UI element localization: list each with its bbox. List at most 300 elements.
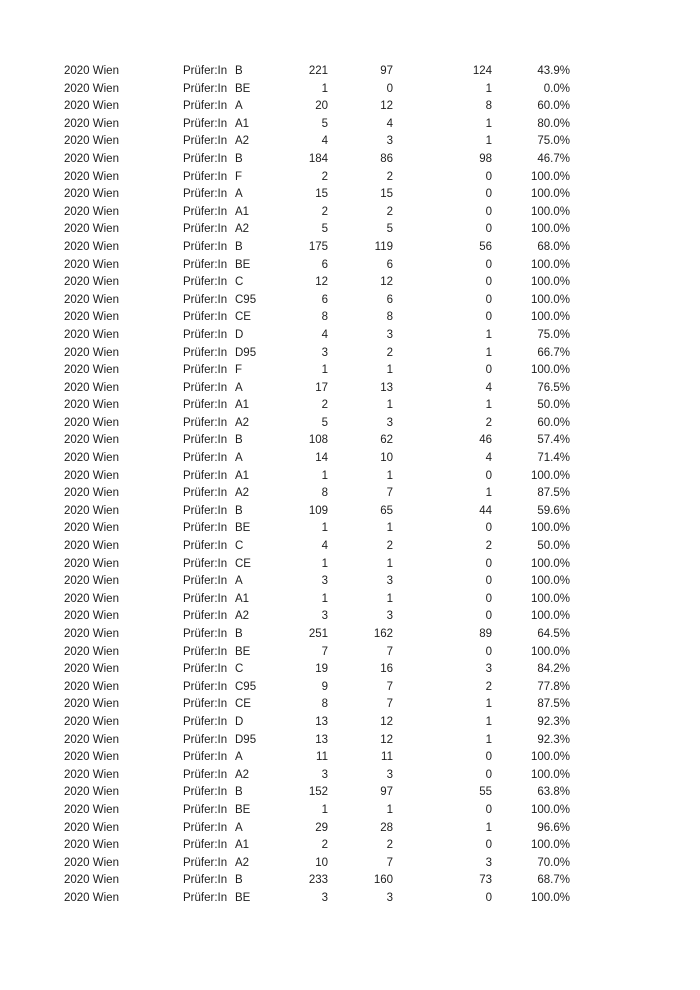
table-row bbox=[0, 274, 700, 292]
cell-failed: 2 bbox=[485, 416, 492, 429]
cell-total: 15 bbox=[315, 188, 328, 201]
cell-year-city: 2020 Wien bbox=[64, 240, 119, 253]
cell-passed: 2 bbox=[386, 170, 393, 183]
cell-passed: 11 bbox=[381, 751, 393, 764]
cell-failed: 1 bbox=[485, 698, 492, 711]
cell-year-city: 2020 Wien bbox=[64, 487, 119, 500]
cell-license-class: A1 bbox=[235, 839, 250, 852]
cell-failed: 1 bbox=[485, 82, 492, 95]
table-row bbox=[0, 837, 700, 855]
cell-year-city: 2020 Wien bbox=[64, 65, 119, 77]
cell-failed: 0 bbox=[485, 276, 492, 289]
cell-year-city: 2020 Wien bbox=[64, 170, 119, 183]
cell-examiner: Prüfer:In bbox=[183, 628, 228, 640]
cell-pass-rate: 68.0% bbox=[537, 240, 570, 253]
cell-license-class: BE bbox=[235, 803, 251, 816]
cell-license-class: B bbox=[235, 628, 243, 640]
table-row bbox=[0, 802, 700, 820]
table-row bbox=[0, 98, 700, 116]
cell-pass-rate: 100.0% bbox=[530, 170, 570, 183]
cell-total: 14 bbox=[315, 452, 328, 465]
cell-passed: 7 bbox=[386, 487, 393, 500]
table-row bbox=[0, 679, 700, 697]
table-row bbox=[0, 872, 700, 890]
cell-passed: 62 bbox=[380, 434, 393, 447]
cell-pass-rate: 100.0% bbox=[530, 839, 570, 852]
cell-examiner: Prüfer:In bbox=[183, 839, 228, 852]
cell-license-class: A bbox=[235, 575, 243, 588]
cell-failed: 0 bbox=[485, 557, 492, 570]
cell-examiner: Prüfer:In bbox=[183, 856, 228, 869]
cell-examiner: Prüfer:In bbox=[183, 821, 228, 834]
cell-license-class: C bbox=[235, 540, 244, 553]
table-row bbox=[0, 380, 700, 398]
table-row bbox=[0, 732, 700, 750]
cell-year-city: 2020 Wien bbox=[64, 399, 119, 412]
cell-total: 233 bbox=[308, 874, 328, 887]
cell-year-city: 2020 Wien bbox=[64, 416, 119, 429]
cell-total: 3 bbox=[321, 768, 328, 781]
cell-license-class: A bbox=[235, 751, 243, 764]
table-row bbox=[0, 221, 700, 239]
table-row bbox=[0, 556, 700, 574]
cell-year-city: 2020 Wien bbox=[64, 786, 119, 799]
cell-passed: 2 bbox=[386, 205, 393, 218]
cell-failed: 56 bbox=[479, 240, 492, 253]
cell-license-class: B bbox=[235, 152, 243, 165]
cell-pass-rate: 59.6% bbox=[537, 504, 570, 517]
cell-examiner: Prüfer:In bbox=[183, 715, 228, 728]
table-row bbox=[0, 468, 700, 486]
cell-failed: 0 bbox=[485, 522, 492, 535]
cell-examiner: Prüfer:In bbox=[183, 311, 228, 324]
cell-total: 4 bbox=[321, 135, 328, 148]
cell-pass-rate: 68.7% bbox=[537, 874, 570, 887]
cell-pass-rate: 77.8% bbox=[537, 680, 570, 693]
cell-year-city: 2020 Wien bbox=[64, 188, 119, 201]
cell-examiner: Prüfer:In bbox=[183, 100, 228, 113]
table-row bbox=[0, 890, 700, 908]
cell-total: 5 bbox=[321, 223, 328, 236]
cell-examiner: Prüfer:In bbox=[183, 381, 228, 394]
cell-total: 2 bbox=[321, 170, 328, 183]
cell-year-city: 2020 Wien bbox=[64, 205, 119, 218]
cell-passed: 3 bbox=[386, 575, 393, 588]
cell-total: 2 bbox=[321, 205, 328, 218]
cell-pass-rate: 100.0% bbox=[530, 751, 570, 764]
cell-passed: 86 bbox=[380, 152, 393, 165]
cell-total: 3 bbox=[321, 575, 328, 588]
cell-passed: 13 bbox=[380, 381, 393, 394]
cell-examiner: Prüfer:In bbox=[183, 65, 228, 77]
cell-year-city: 2020 Wien bbox=[64, 575, 119, 588]
cell-year-city: 2020 Wien bbox=[64, 452, 119, 465]
cell-failed: 0 bbox=[485, 223, 492, 236]
cell-passed: 7 bbox=[386, 680, 393, 693]
table-row bbox=[0, 644, 700, 662]
table-row bbox=[0, 169, 700, 187]
cell-year-city: 2020 Wien bbox=[64, 504, 119, 517]
cell-year-city: 2020 Wien bbox=[64, 610, 119, 623]
cell-passed: 15 bbox=[380, 188, 393, 201]
cell-pass-rate: 100.0% bbox=[530, 891, 570, 904]
table-row bbox=[0, 714, 700, 732]
cell-passed: 7 bbox=[386, 856, 393, 869]
cell-examiner: Prüfer:In bbox=[183, 170, 228, 183]
cell-passed: 8 bbox=[386, 311, 393, 324]
cell-passed: 97 bbox=[380, 65, 393, 77]
cell-total: 1 bbox=[321, 469, 328, 482]
cell-total: 11 bbox=[316, 751, 328, 764]
cell-examiner: Prüfer:In bbox=[183, 135, 228, 148]
cell-passed: 12 bbox=[380, 100, 393, 113]
cell-examiner: Prüfer:In bbox=[183, 504, 228, 517]
cell-examiner: Prüfer:In bbox=[183, 487, 228, 500]
cell-passed: 12 bbox=[380, 715, 393, 728]
cell-failed: 1 bbox=[485, 821, 492, 834]
cell-total: 3 bbox=[321, 891, 328, 904]
cell-failed: 55 bbox=[479, 786, 492, 799]
cell-pass-rate: 100.0% bbox=[530, 610, 570, 623]
cell-failed: 0 bbox=[485, 645, 492, 658]
cell-examiner: Prüfer:In bbox=[183, 592, 228, 605]
cell-year-city: 2020 Wien bbox=[64, 891, 119, 904]
cell-pass-rate: 100.0% bbox=[530, 803, 570, 816]
cell-failed: 73 bbox=[479, 874, 492, 887]
cell-passed: 2 bbox=[386, 346, 393, 359]
cell-pass-rate: 100.0% bbox=[530, 223, 570, 236]
cell-total: 17 bbox=[315, 381, 328, 394]
cell-failed: 0 bbox=[485, 575, 492, 588]
cell-failed: 0 bbox=[485, 839, 492, 852]
cell-total: 12 bbox=[315, 276, 328, 289]
cell-pass-rate: 84.2% bbox=[537, 663, 570, 676]
cell-pass-rate: 100.0% bbox=[530, 364, 570, 377]
cell-failed: 1 bbox=[485, 399, 492, 412]
cell-license-class: B bbox=[235, 874, 243, 887]
cell-failed: 0 bbox=[485, 891, 492, 904]
cell-year-city: 2020 Wien bbox=[64, 522, 119, 535]
cell-failed: 0 bbox=[485, 610, 492, 623]
cell-year-city: 2020 Wien bbox=[64, 803, 119, 816]
cell-year-city: 2020 Wien bbox=[64, 856, 119, 869]
table-row bbox=[0, 820, 700, 838]
cell-license-class: D bbox=[235, 715, 244, 728]
cell-passed: 5 bbox=[386, 223, 393, 236]
cell-examiner: Prüfer:In bbox=[183, 874, 228, 887]
cell-passed: 1 bbox=[386, 592, 393, 605]
cell-failed: 1 bbox=[485, 117, 492, 130]
cell-total: 1 bbox=[321, 82, 328, 95]
cell-passed: 65 bbox=[380, 504, 393, 517]
cell-license-class: B bbox=[235, 434, 243, 447]
cell-pass-rate: 75.0% bbox=[537, 135, 570, 148]
cell-year-city: 2020 Wien bbox=[64, 434, 119, 447]
cell-examiner: Prüfer:In bbox=[183, 364, 228, 377]
cell-examiner: Prüfer:In bbox=[183, 152, 228, 165]
cell-year-city: 2020 Wien bbox=[64, 100, 119, 113]
cell-pass-rate: 92.3% bbox=[537, 733, 570, 746]
cell-failed: 0 bbox=[485, 205, 492, 218]
cell-license-class: A2 bbox=[235, 223, 250, 236]
cell-failed: 1 bbox=[485, 715, 492, 728]
cell-passed: 119 bbox=[374, 240, 393, 253]
cell-license-class: A bbox=[235, 188, 243, 201]
cell-failed: 46 bbox=[479, 434, 492, 447]
cell-failed: 0 bbox=[485, 311, 492, 324]
cell-license-class: BE bbox=[235, 82, 251, 95]
cell-total: 9 bbox=[321, 680, 328, 693]
cell-year-city: 2020 Wien bbox=[64, 874, 119, 887]
cell-total: 108 bbox=[308, 434, 328, 447]
cell-license-class: B bbox=[235, 786, 243, 799]
cell-failed: 4 bbox=[485, 381, 492, 394]
cell-year-city: 2020 Wien bbox=[64, 645, 119, 658]
cell-pass-rate: 100.0% bbox=[530, 276, 570, 289]
table-row bbox=[0, 397, 700, 415]
table-row bbox=[0, 855, 700, 873]
cell-license-class: A2 bbox=[235, 856, 250, 869]
cell-license-class: A1 bbox=[235, 592, 250, 605]
table-row bbox=[0, 591, 700, 609]
cell-license-class: C95 bbox=[235, 293, 257, 306]
cell-passed: 7 bbox=[386, 645, 393, 658]
cell-pass-rate: 57.4% bbox=[537, 434, 570, 447]
cell-total: 175 bbox=[308, 240, 328, 253]
cell-year-city: 2020 Wien bbox=[64, 839, 119, 852]
cell-total: 109 bbox=[308, 504, 328, 517]
cell-year-city: 2020 Wien bbox=[64, 821, 119, 834]
cell-year-city: 2020 Wien bbox=[64, 364, 119, 377]
cell-license-class: D95 bbox=[235, 733, 257, 746]
cell-examiner: Prüfer:In bbox=[183, 786, 228, 799]
table-row bbox=[0, 608, 700, 626]
cell-license-class: A bbox=[235, 100, 243, 113]
cell-passed: 1 bbox=[386, 522, 393, 535]
cell-license-class: A2 bbox=[235, 610, 250, 623]
cell-pass-rate: 43.9% bbox=[537, 65, 570, 77]
cell-pass-rate: 100.0% bbox=[530, 557, 570, 570]
cell-license-class: B bbox=[235, 504, 243, 517]
table-row bbox=[0, 81, 700, 99]
table-row bbox=[0, 327, 700, 345]
cell-passed: 3 bbox=[386, 610, 393, 623]
cell-license-class: A2 bbox=[235, 416, 250, 429]
cell-passed: 1 bbox=[386, 469, 393, 482]
cell-failed: 1 bbox=[485, 346, 492, 359]
cell-total: 8 bbox=[321, 487, 328, 500]
cell-passed: 12 bbox=[380, 276, 393, 289]
cell-year-city: 2020 Wien bbox=[64, 557, 119, 570]
table-row bbox=[0, 309, 700, 327]
cell-examiner: Prüfer:In bbox=[183, 276, 228, 289]
cell-failed: 1 bbox=[485, 135, 492, 148]
table-row bbox=[0, 151, 700, 169]
cell-failed: 124 bbox=[472, 65, 492, 77]
cell-examiner: Prüfer:In bbox=[183, 733, 228, 746]
cell-pass-rate: 60.0% bbox=[537, 100, 570, 113]
cell-year-city: 2020 Wien bbox=[64, 346, 119, 359]
table-row bbox=[0, 626, 700, 644]
cell-year-city: 2020 Wien bbox=[64, 628, 119, 640]
table-row bbox=[0, 767, 700, 785]
cell-failed: 0 bbox=[485, 293, 492, 306]
cell-examiner: Prüfer:In bbox=[183, 205, 228, 218]
cell-failed: 1 bbox=[485, 487, 492, 500]
cell-pass-rate: 100.0% bbox=[530, 258, 570, 271]
cell-pass-rate: 46.7% bbox=[537, 152, 570, 165]
cell-year-city: 2020 Wien bbox=[64, 540, 119, 553]
cell-passed: 0 bbox=[386, 82, 393, 95]
cell-passed: 3 bbox=[386, 416, 393, 429]
cell-pass-rate: 0.0% bbox=[543, 82, 570, 95]
cell-year-city: 2020 Wien bbox=[64, 733, 119, 746]
table-row bbox=[0, 503, 700, 521]
cell-passed: 1 bbox=[386, 557, 393, 570]
cell-license-class: CE bbox=[235, 557, 251, 570]
cell-year-city: 2020 Wien bbox=[64, 82, 119, 95]
cell-examiner: Prüfer:In bbox=[183, 768, 228, 781]
cell-passed: 2 bbox=[386, 540, 393, 553]
cell-total: 3 bbox=[321, 610, 328, 623]
cell-examiner: Prüfer:In bbox=[183, 645, 228, 658]
cell-license-class: A1 bbox=[235, 205, 250, 218]
cell-pass-rate: 100.0% bbox=[530, 205, 570, 218]
cell-total: 10 bbox=[315, 856, 328, 869]
cell-year-city: 2020 Wien bbox=[64, 152, 119, 165]
cell-examiner: Prüfer:In bbox=[183, 891, 228, 904]
cell-year-city: 2020 Wien bbox=[64, 311, 119, 324]
cell-examiner: Prüfer:In bbox=[183, 240, 228, 253]
cell-passed: 28 bbox=[380, 821, 393, 834]
cell-pass-rate: 100.0% bbox=[530, 311, 570, 324]
table-row bbox=[0, 133, 700, 151]
cell-examiner: Prüfer:In bbox=[183, 575, 228, 588]
cell-year-city: 2020 Wien bbox=[64, 276, 119, 289]
cell-license-class: A1 bbox=[235, 469, 250, 482]
cell-total: 1 bbox=[321, 522, 328, 535]
cell-license-class: C bbox=[235, 276, 244, 289]
cell-license-class: A bbox=[235, 381, 243, 394]
cell-failed: 98 bbox=[479, 152, 492, 165]
table-row bbox=[0, 485, 700, 503]
cell-license-class: A1 bbox=[235, 399, 250, 412]
cell-pass-rate: 96.6% bbox=[537, 821, 570, 834]
cell-examiner: Prüfer:In bbox=[183, 346, 228, 359]
cell-total: 20 bbox=[315, 100, 328, 113]
cell-license-class: A2 bbox=[235, 487, 250, 500]
cell-pass-rate: 100.0% bbox=[530, 592, 570, 605]
results-table bbox=[0, 63, 700, 908]
cell-license-class: BE bbox=[235, 891, 251, 904]
cell-pass-rate: 100.0% bbox=[530, 768, 570, 781]
cell-pass-rate: 60.0% bbox=[537, 416, 570, 429]
cell-pass-rate: 70.0% bbox=[537, 856, 570, 869]
cell-passed: 1 bbox=[386, 364, 393, 377]
cell-total: 19 bbox=[315, 663, 328, 676]
cell-license-class: D95 bbox=[235, 346, 257, 359]
cell-examiner: Prüfer:In bbox=[183, 399, 228, 412]
cell-pass-rate: 71.4% bbox=[537, 452, 570, 465]
cell-pass-rate: 100.0% bbox=[530, 575, 570, 588]
cell-pass-rate: 100.0% bbox=[530, 522, 570, 535]
cell-failed: 1 bbox=[485, 733, 492, 746]
cell-pass-rate: 87.5% bbox=[537, 487, 570, 500]
cell-total: 1 bbox=[321, 557, 328, 570]
cell-failed: 2 bbox=[485, 540, 492, 553]
cell-examiner: Prüfer:In bbox=[183, 416, 228, 429]
table-row bbox=[0, 362, 700, 380]
cell-year-city: 2020 Wien bbox=[64, 715, 119, 728]
table-row bbox=[0, 432, 700, 450]
table-row bbox=[0, 696, 700, 714]
cell-total: 2 bbox=[321, 839, 328, 852]
cell-passed: 16 bbox=[380, 663, 393, 676]
cell-passed: 3 bbox=[386, 768, 393, 781]
cell-year-city: 2020 Wien bbox=[64, 680, 119, 693]
cell-passed: 10 bbox=[380, 452, 393, 465]
cell-failed: 89 bbox=[479, 628, 492, 640]
cell-total: 29 bbox=[315, 821, 328, 834]
cell-license-class: F bbox=[235, 364, 243, 377]
cell-total: 8 bbox=[321, 698, 328, 711]
table-row bbox=[0, 292, 700, 310]
table-row bbox=[0, 784, 700, 802]
cell-license-class: B bbox=[235, 240, 243, 253]
cell-total: 1 bbox=[321, 803, 328, 816]
table-row bbox=[0, 116, 700, 134]
cell-examiner: Prüfer:In bbox=[183, 188, 228, 201]
table-row bbox=[0, 186, 700, 204]
cell-total: 2 bbox=[321, 399, 328, 412]
cell-passed: 1 bbox=[386, 399, 393, 412]
cell-year-city: 2020 Wien bbox=[64, 293, 119, 306]
cell-failed: 1 bbox=[485, 328, 492, 341]
cell-pass-rate: 66.7% bbox=[537, 346, 570, 359]
cell-examiner: Prüfer:In bbox=[183, 522, 228, 535]
cell-year-city: 2020 Wien bbox=[64, 768, 119, 781]
table-row bbox=[0, 538, 700, 556]
cell-total: 13 bbox=[315, 733, 328, 746]
cell-failed: 0 bbox=[485, 803, 492, 816]
cell-license-class: CE bbox=[235, 311, 251, 324]
cell-total: 5 bbox=[321, 117, 328, 130]
cell-passed: 162 bbox=[373, 628, 393, 640]
cell-total: 7 bbox=[321, 645, 328, 658]
cell-year-city: 2020 Wien bbox=[64, 117, 119, 130]
cell-failed: 0 bbox=[485, 364, 492, 377]
cell-failed: 0 bbox=[485, 258, 492, 271]
cell-license-class: D bbox=[235, 328, 244, 341]
cell-year-city: 2020 Wien bbox=[64, 258, 119, 271]
cell-pass-rate: 100.0% bbox=[530, 188, 570, 201]
cell-passed: 3 bbox=[386, 891, 393, 904]
cell-total: 4 bbox=[321, 540, 328, 553]
cell-year-city: 2020 Wien bbox=[64, 469, 119, 482]
cell-passed: 1 bbox=[386, 803, 393, 816]
cell-license-class: BE bbox=[235, 258, 251, 271]
cell-failed: 8 bbox=[485, 100, 492, 113]
table-row bbox=[0, 204, 700, 222]
cell-examiner: Prüfer:In bbox=[183, 663, 228, 676]
cell-failed: 44 bbox=[479, 504, 492, 517]
cell-year-city: 2020 Wien bbox=[64, 381, 119, 394]
cell-year-city: 2020 Wien bbox=[64, 751, 119, 764]
table-row bbox=[0, 573, 700, 591]
cell-passed: 6 bbox=[386, 258, 393, 271]
cell-passed: 3 bbox=[386, 328, 393, 341]
cell-failed: 0 bbox=[485, 469, 492, 482]
